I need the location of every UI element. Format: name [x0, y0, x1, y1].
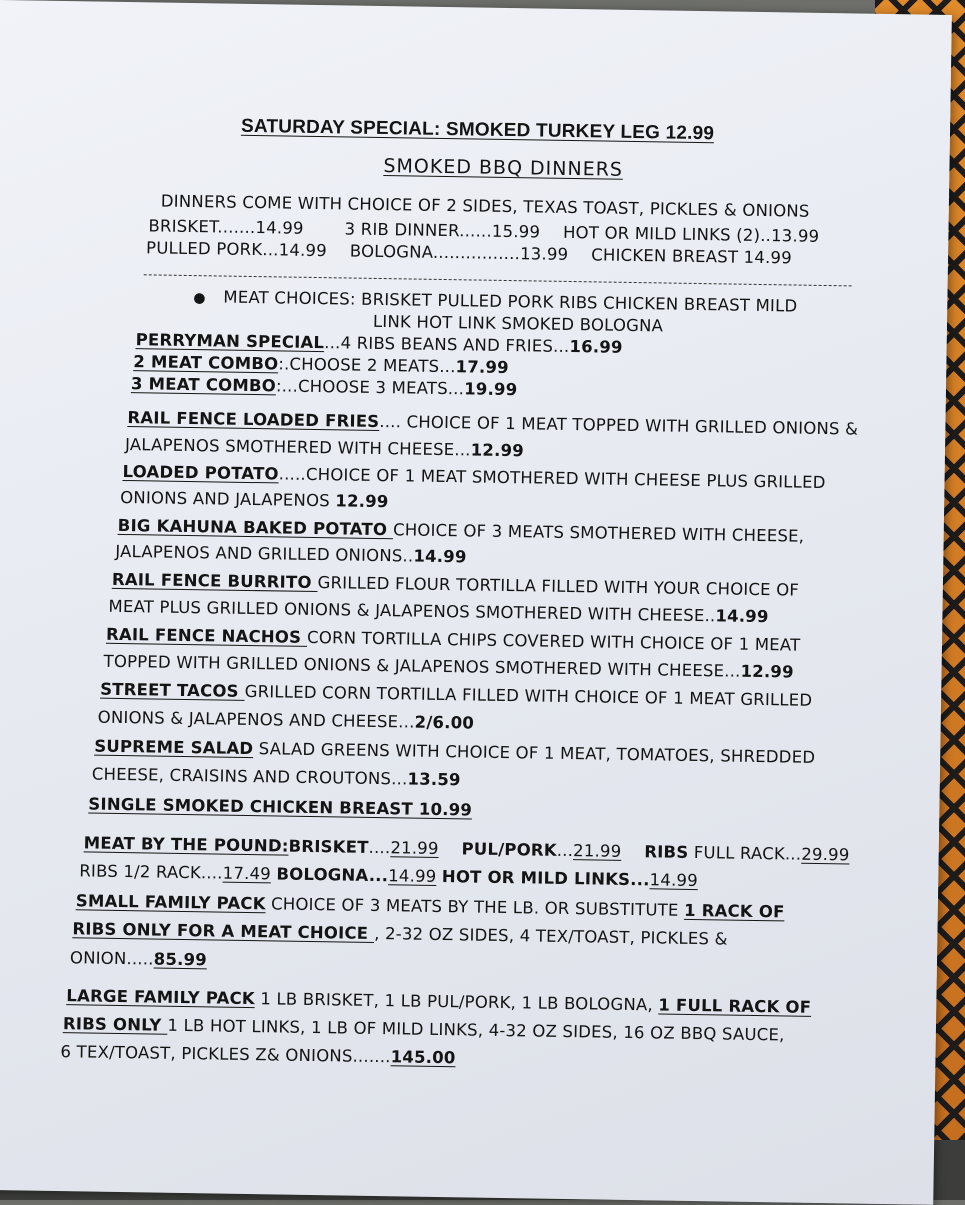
item-price: 12.99: [740, 662, 793, 682]
bologna-price: 14.99: [388, 866, 437, 886]
dinner-name: 3 RIB DINNER: [344, 219, 459, 240]
combo-desc: ...4 RIBS BEANS AND FRIES...: [324, 333, 570, 356]
combo-price: 19.99: [464, 379, 517, 399]
dinner-price: 14.99: [255, 218, 304, 238]
item-name: SUPREME SALAD: [94, 737, 253, 758]
item-price: 13.59: [407, 769, 460, 789]
item-price: 12.99: [471, 440, 524, 460]
dinner-dots: ................: [433, 243, 520, 263]
item-nachos-line2: [103, 652, 793, 682]
item-price: 14.99: [413, 547, 466, 567]
pack-price: 145.00: [391, 1047, 456, 1067]
item-desc: JALAPENOS AND GRILLED ONIONS..: [115, 542, 413, 566]
item-name: RAIL FENCE BURRITO: [112, 570, 318, 592]
dinner-name: CHICKEN BREAST: [591, 245, 738, 266]
dots: ...: [557, 841, 574, 860]
item-big-kahuna-line2: [115, 542, 467, 567]
small-family-pack: [76, 891, 785, 921]
item-desc: ONIONS AND JALAPENOS: [120, 488, 335, 510]
ribs-label: RIBS: [644, 842, 688, 862]
pack-highlight: RIBS ONLY FOR A MEAT CHOICE: [72, 919, 374, 943]
dinner-dots: ......: [459, 221, 492, 241]
pack-desc: CHOICE OF 3 MEATS BY THE LB. OR SUBSTITUTE: [266, 894, 685, 920]
item-street-tacos: [100, 680, 812, 710]
pack-name: LARGE FAMILY PACK: [66, 986, 255, 1008]
combo-desc: :...CHOOSE 3 MEATS...: [276, 376, 465, 398]
item-name: RAIL FENCE NACHOS: [106, 625, 307, 647]
item-desc: GRILLED FLOUR TORTILLA FILLED WITH YOUR CHOICE OF: [317, 573, 799, 600]
section-title: SMOKED BBQ DINNERS: [383, 155, 623, 181]
dinner-dots: .......: [217, 217, 255, 237]
pack-desc: ONION.....: [70, 948, 154, 968]
pack-highlight: 1 RACK OF: [684, 901, 785, 922]
large-family-pack-line3: [60, 1042, 455, 1067]
ribs-full-price: 29.99: [801, 845, 850, 865]
dinner-name: BOLOGNA: [350, 242, 433, 262]
pack-desc: 6 TEX/TOAST, PICKLES Z& ONIONS.......: [60, 1042, 391, 1066]
combo-name: PERRYMAN SPECIAL: [136, 330, 325, 352]
meat-by-pound-line1: [84, 833, 850, 864]
item-price: 12.99: [335, 491, 388, 511]
pulpork-price: 21.99: [573, 841, 622, 861]
dots: ....: [368, 838, 390, 857]
pack-highlight: 1 FULL RACK OF: [658, 995, 811, 1016]
ribs-half-label: RIBS 1/2 RACK....: [79, 861, 223, 882]
item-burrito-line2: [108, 597, 768, 626]
ribs-half-price: 17.49: [223, 864, 272, 884]
bullet-icon: ●: [193, 290, 205, 306]
item-loaded-potato-line2: [120, 488, 389, 511]
item-desc: JALAPENOS SMOTHERED WITH CHEESE...: [125, 435, 471, 459]
combo-price: 16.99: [569, 337, 622, 357]
dinners-note: DINNERS COME WITH CHOICE OF 2 SIDES, TEXAS TOAST, PICKLES & ONIONS: [161, 192, 810, 221]
combo-3-meat: [131, 374, 518, 399]
item-desc: CORN TORTILLA CHIPS COVERED WITH CHOICE OF 1 MEAT: [307, 628, 801, 655]
small-family-pack-line3: [70, 948, 207, 969]
combo-2-meat: [133, 352, 509, 377]
brisket-price: 21.99: [390, 838, 439, 858]
item-nachos: [106, 625, 801, 655]
combo-price: 17.99: [455, 357, 508, 377]
item-burrito: [112, 570, 799, 600]
meat-choices-line-1: MEAT CHOICES: BRISKET PULLED PORK RIBS CHICKEN BREAST MILD: [223, 288, 797, 316]
brisket-label: BRISKET: [288, 837, 368, 857]
pack-desc: 1 LB BRISKET, 1 LB PUL/PORK, 1 LB BOLOGNA,: [255, 989, 659, 1014]
item-name: LOADED POTATO: [122, 462, 278, 483]
item-supreme-salad-line2: [92, 765, 461, 790]
dinner-dots: ...: [262, 240, 279, 259]
dinner-name: HOT OR MILD LINKS (2)..: [563, 223, 771, 245]
item-street-tacos-line2: [98, 708, 475, 733]
item-desc: .... CHOICE OF 1 MEAT TOPPED WITH GRILLED ONIONS &: [379, 412, 858, 439]
item-desc: CHOICE OF 3 MEATS SMOTHERED WITH CHEESE,: [393, 520, 804, 545]
item-desc: .....CHOICE OF 1 MEAT SMOTHERED WITH CHEESE PLUS GRILLED: [279, 464, 826, 492]
item-loaded-potato: [122, 462, 825, 492]
item-desc: GRILLED CORN TORTILLA FILLED WITH CHOICE OF 1 MEAT GRILLED: [245, 682, 813, 710]
pulpork-label: PUL/PORK: [461, 839, 557, 859]
item-price: 2/6.00: [414, 713, 474, 733]
meat-choices-line-2: LINK HOT LINK SMOKED BOLOGNA: [373, 312, 663, 336]
links-price: 14.99: [649, 870, 698, 890]
bologna-label: BOLOGNA...: [276, 864, 388, 885]
dinner-name: BRISKET: [148, 216, 217, 236]
pack-desc: , 2-32 OZ SIDES, 4 TEX/TOAST, PICKLES &: [374, 924, 728, 949]
dinner-price: 14.99: [743, 248, 792, 268]
item-price: 14.99: [715, 606, 768, 626]
item-name: BIG KAHUNA BAKED POTATO: [118, 516, 394, 539]
item-desc: CHEESE, CRAISINS AND CROUTONS...: [92, 765, 408, 789]
item-loaded-fries: [127, 408, 858, 438]
meat-by-pound-line2: [79, 861, 698, 890]
item-name: RAIL FENCE LOADED FRIES: [127, 408, 379, 431]
pack-desc: 1 LB HOT LINKS, 1 LB OF MILD LINKS, 4-32 OZ SIDES, 16 OZ BBQ SAUCE,: [167, 1016, 784, 1045]
single-chicken-breast: SINGLE SMOKED CHICKEN BREAST 10.99: [88, 794, 472, 819]
dinner-name: PULLED PORK: [146, 238, 263, 259]
item-desc: ONIONS & JALAPENOS AND CHEESE...: [98, 708, 415, 732]
pack-price: 85.99: [154, 950, 207, 970]
ribs-full-text: FULL RACK...: [688, 843, 801, 864]
item-loaded-fries-line2: [125, 435, 524, 460]
dinner-price: 15.99: [492, 222, 541, 242]
pack-highlight: RIBS ONLY: [63, 1014, 168, 1035]
by-pound-label: MEAT BY THE POUND:: [84, 833, 289, 855]
dashed-divider: [144, 274, 852, 286]
saturday-special: SATURDAY SPECIAL: SMOKED TURKEY LEG 12.99: [241, 116, 714, 145]
dinner-price: 14.99: [279, 240, 328, 260]
combo-name: 3 MEAT COMBO: [131, 374, 276, 395]
links-label: HOT OR MILD LINKS...: [442, 867, 650, 889]
item-big-kahuna: [118, 516, 805, 546]
large-family-pack-line2: [63, 1014, 785, 1044]
item-supreme-salad: [94, 737, 815, 767]
item-desc: MEAT PLUS GRILLED ONIONS & JALAPENOS SMOTHERED WITH CHEESE..: [108, 597, 715, 626]
combo-desc: :.CHOOSE 2 MEATS...: [278, 354, 456, 376]
large-family-pack: [66, 986, 811, 1017]
item-desc: SALAD GREENS WITH CHOICE OF 1 MEAT, TOMATOES, SHREDDED: [253, 739, 815, 767]
pack-name: SMALL FAMILY PACK: [76, 891, 266, 913]
item-desc: TOPPED WITH GRILLED ONIONS & JALAPENOS SMOTHERED WITH CHEESE...: [103, 652, 740, 681]
dinner-price: 13.99: [520, 244, 569, 264]
combo-name: 2 MEAT COMBO: [133, 352, 278, 373]
dinner-price: 13.99: [771, 226, 820, 246]
item-name: STREET TACOS: [100, 680, 245, 701]
small-family-pack-line2: [72, 919, 728, 948]
